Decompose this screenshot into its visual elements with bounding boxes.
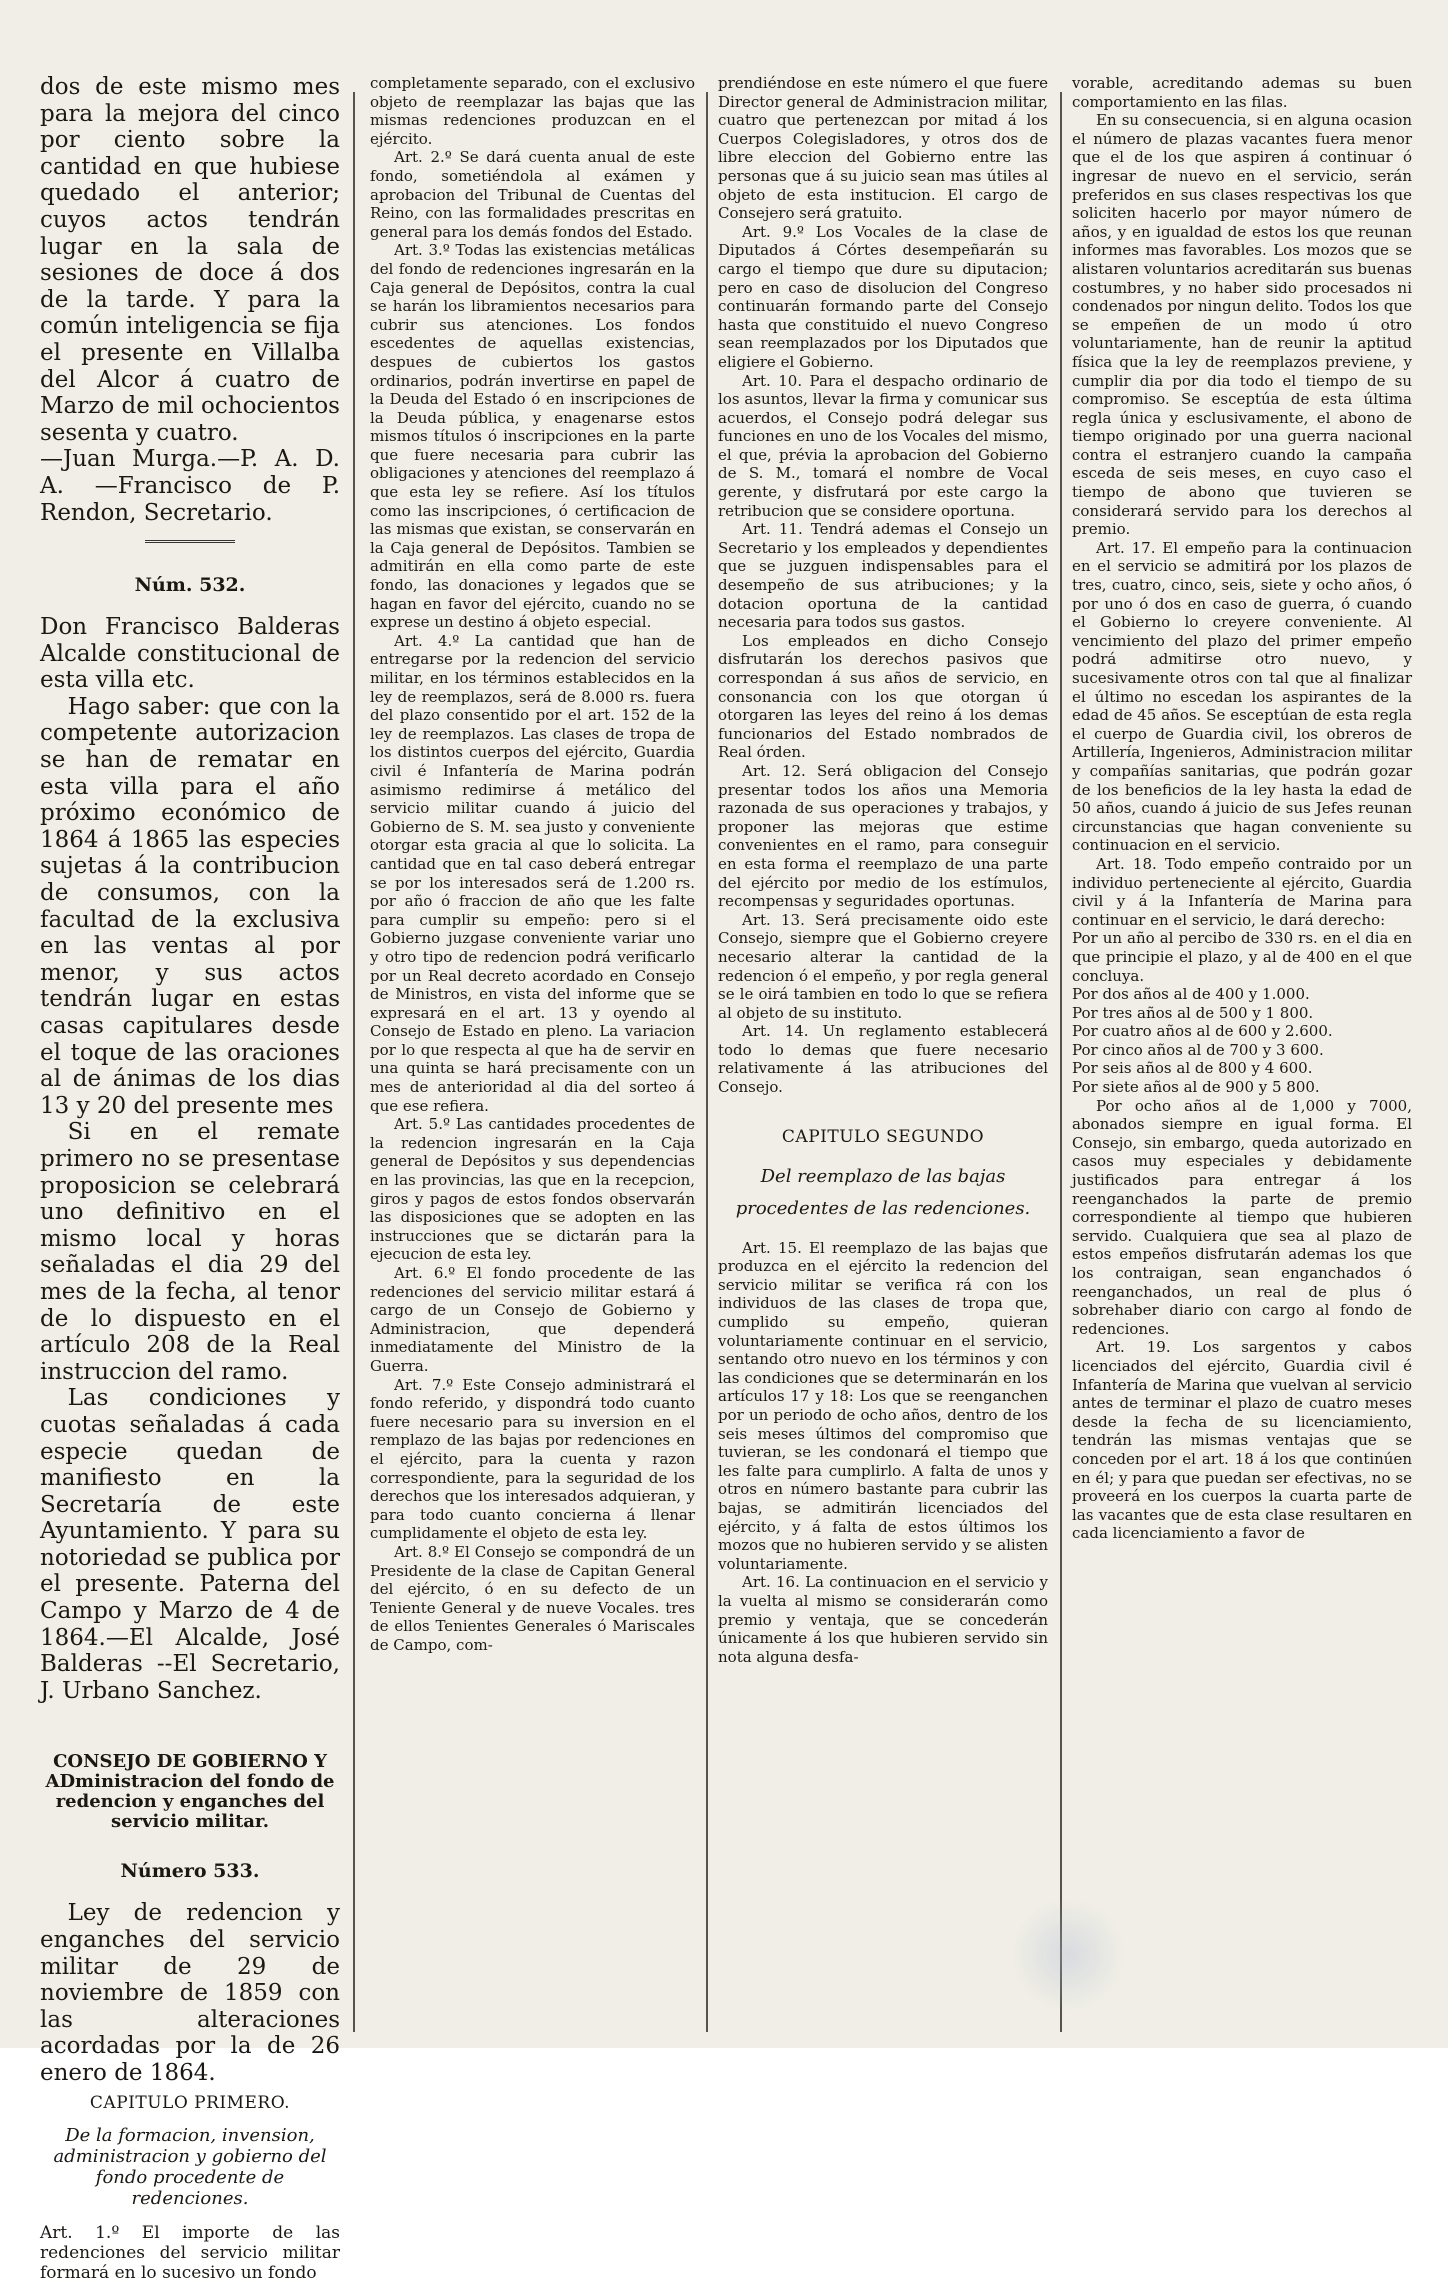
column-rule bbox=[353, 92, 355, 2032]
article-7: Art. 7.º Este Consejo administrará el fondo referido, y dispondrá todo cuanto fuere necesario para su inversion en el remplazo de las bajas por redenciones en el ejército, para la cuenta y razon correspondiente, para la seguridad de los derechos que los interesados adquieran, y para todo cuanto concierna á llenar cumplidamente el objeto de esta ley. bbox=[370, 1375, 695, 1543]
article-9: Art. 9.º Los Vocales de la clase de Diputados á Córtes desempeñarán su cargo el tiempo que dure su diputacion; pero en caso de disolucion del Congreso continuarán formando parte del Consejo hasta que constituido el nuevo Congreso sean reemplazados por los Diputados que eligiere el Gobierno. bbox=[718, 222, 1048, 371]
article-11: Art. 11. Tendrá ademas el Consejo un Secretario y los empleados y dependientes que se juzguen indispensables para el desempeño de sus atribuciones; y la dotacion oportuna de la cantidad necesaria para todos sus gastos. bbox=[718, 520, 1048, 632]
premium-scale-line: Por cinco años al de 700 y 3 600. bbox=[1072, 1040, 1324, 1059]
premium-scale-line: Por dos años al de 400 y 1.000. bbox=[1072, 985, 1310, 1004]
premium-scale-line: Por siete años al de 900 y 5 800. bbox=[1072, 1078, 1320, 1097]
council-heading: CONSEJO DE GOBIERNO Y ADministracion del fondo de redencion y enganches del servicio militar. bbox=[45, 1751, 335, 1833]
article-10: Art. 10. Para el despacho ordinario de los asuntos, llevar la firma y comunicar sus acuerdos, el Consejo podrá delegar sus funciones en uno de los Vocales del mismo, el que, prévia la aprobacion del Gobierno de S. M., tomará el nombre de Vocal gerente, y disfrutará por este cargo la retribucion que se considere oportuna. bbox=[718, 371, 1048, 520]
paragraph: En su consecuencia, si en alguna ocasion el número de plazas vacantes fuera menor que el de los que aspiren á continuar ó ingresar de nuevo en el servicio, serán preferidos en sus clases respectivas los que soliciten hacerlo por mayor número de años, y en igualdad de estos los que reunan informes mas favorables. Los mozos que se alistaren voluntarios acreditarán sus buenas costumbres, y no haber sido procesados ni condenados por ningun delito. Todos los que se empeñen de un modo ú otro voluntariamente, han de reunir la aptitud física que la ley de reemplazos previene, y cumplir dia por dia todo el tiempo de su compromiso. Se esceptúa de esta última regla única y esclusivamente, el abono de tiempo originado por una guerra nacional contra el estranjero cuando la campaña esceda de seis meses, en cuyo caso el tiempo de abono que tuvieren se considerará servido para los derechos al premio. bbox=[1072, 111, 1412, 539]
notice-number: Número 533. bbox=[120, 1860, 260, 1883]
premium-scale-intro: Por un año al percibo de 330 rs. en el dia en que principie el plazo, y al de 400 en el que concluya. bbox=[1072, 929, 1412, 985]
article-14: Art. 14. Un reglamento establecerá todo lo demas que fuere necesario relativamente á las atribuciones del Consejo. bbox=[718, 1022, 1048, 1097]
paragraph: Los empleados en dicho Consejo disfrutarán los derechos pasivos que correspondan á sus años de servicio, en consonancia con los que otorgan ú otorgaren las leyes del reino á los demas funcionarios del Estado nombrados de Real órden. bbox=[718, 631, 1048, 762]
chapter-heading: CAPITULO PRIMERO. bbox=[89, 2092, 291, 2113]
premium-scale-line: Por seis años al de 800 y 4 600. bbox=[1072, 1059, 1313, 1078]
column-2 bbox=[370, 74, 695, 2034]
column-rule bbox=[706, 92, 708, 2032]
paragraph: prendiéndose en este número el que fuere Director general de Administracion militar, cuatro que pertenezcan por mitad á los Cuerpos Colegisladores, y otros dos de libre eleccion del Gobierno entre las personas que á su juicio sean mas útiles al objeto de esta institucion. El cargo de Consejero será gratuito. bbox=[718, 74, 1048, 223]
paragraph: dos de este mismo mes para la mejora del cinco por ciento sobre la cantidad en que hubiese quedado el anterior; cuyos actos tendrán lugar en la sala de sesiones de doce á dos de la tarde. Y para la común inteligencia se fija el presente en Villalba del Alcor á cuatro de Marzo de mil ochocientos sesenta y cuatro. bbox=[40, 74, 340, 446]
article-18: Art. 18. Todo empeño contraido por un individuo perteneciente al ejército, Guardia civil y á la Infantería de Marina para continuar en el servicio, le dará derecho: bbox=[1072, 854, 1412, 929]
article-4: Art. 4.º La cantidad que han de entregarse por la redencion del servicio militar, en los términos establecidos en la ley de reemplazos, será de 8.000 rs. fuera del plazo consentido por el art. 152 de la ley de reemplazos. Las clases de tropa de los distintos cuerpos del ejército, Guardia civil é Infantería de Marina podrán asimismo redimirse á metálico del servicio militar cuando á juicio del Gobierno de S. M. sea justo y conveniente otorgar esta gracia al que lo solicita. La cantidad que en tal caso deberá entregar se por los interesados será de 1.200 rs. por año ó fraccion de año que les falte para cumplir su empeño: pero si el Gobierno juzgase conveniente variar uno y otro tipo de redencion podrá verificarlo por un Real decreto acordado en Consejo de Ministros, en vista del informe que se expresará en el art. 13 y oyendo al Consejo de Estado en pleno. La variacion por lo que respecta al que ha de servir en una quinta se hará precisamente con un mes de anterioridad al dia del sorteo á que ese refiera. bbox=[370, 631, 695, 1115]
paragraph: Hago saber: que con la competente autorizacion se han de rematar en esta villa para el año próximo económico de 1864 á 1865 las especies sujetas á la contribucion de consumos, con la facultad de la exclusiva en las ventas al por menor, y sus actos tendrán lugar en estas casas capitulares desde el toque de las oraciones al de ánimas de los dias 13 y 20 del presente mes bbox=[40, 693, 340, 1119]
column-1 bbox=[40, 74, 340, 2283]
article-13: Art. 13. Será precisamente oido este Consejo, siempre que el Gobierno creyere necesario alterar la cantidad de la redencion ó el empeño, y por regla general se le oirá tambien en todo lo que se refiera al objeto de su instituto. bbox=[718, 910, 1048, 1022]
paragraph: vorable, acreditando ademas su buen comportamiento en las filas. bbox=[1072, 74, 1412, 111]
column-4 bbox=[1072, 74, 1412, 2034]
notice-heading: Don Francisco Balderas Alcalde constitucional de esta villa etc. bbox=[40, 614, 340, 694]
article-5: Art. 5.º Las cantidades procedentes de la redencion ingresarán en la Caja general de Depósitos y sus dependencias en las provincias, las que en la recepcion, giros y pagos de estos fondos observarán las disposiciones que se adopten en las instrucciones que se dictarán para la ejecucion de esta ley. bbox=[370, 1115, 695, 1264]
article-17: Art. 17. El empeño para la continuacion en el servicio se admitirá por los plazos de tres, cuatro, cinco, seis, siete y ocho años, ó por uno ó dos en caso de guerra, ó cuando el Gobierno lo creyere conveniente. Al vencimiento del plazo del primer empeño podrá admitirse otro nuevo, y sucesivamente otros con tal que al finalizar el último no escedan los aspirantes de la edad de 45 años. Se esceptúan de esta regla el cuerpo de Guardia civil, los obreros de Artillería, Ingenieros, Administracion militar y compañías sanitarias, que podrán gozar de los beneficios de la ley hasta la edad de 50 años, cuando á juicio de sus Jefes reunan circunstancias que hagan conveniente su continuacion en el servicio. bbox=[1072, 538, 1412, 855]
paragraph: Art. 1.º El importe de las redenciones del servicio militar formará en lo sucesivo un fondo bbox=[40, 2222, 340, 2283]
premium-scale-line: Por tres años al de 500 y 1 800. bbox=[1072, 1003, 1314, 1022]
chapter-title: Del reemplazo de las bajas procedentes de las redenciones. bbox=[735, 1165, 1031, 1219]
notice-number: Núm. 532. bbox=[134, 574, 246, 597]
chapter-title: De la formacion, invension, administracion y gobierno del fondo procedente de redenciones. bbox=[53, 2124, 327, 2209]
premium-scale-line: Por cuatro años al de 600 y 2.600. bbox=[1072, 1022, 1333, 1041]
paragraph: completamente separado, con el exclusivo objeto de reemplazar las bajas que las mismas redenciones produzcan en el ejército. bbox=[370, 74, 695, 148]
paragraph: Las condiciones y cuotas señaladas á cada especie quedan de manifiesto en la Secretaría de este Ayuntamiento. Y para su notoriedad se publica por el presente. Paterna del Campo y Marzo de 4 de 1864.—El Alcalde, José Balderas --El Secretario, J. Urbano Sanchez. bbox=[40, 1385, 340, 1704]
column-rule bbox=[1060, 92, 1062, 2032]
article-19: Art. 19. Los sargentos y cabos licenciados del ejército, Guardia civil é Infantería de Marina que vuelvan al servicio antes de terminar el plazo de cuatro meses desde la fecha de su licenciamiento, tendrán las mismas ventajas que se conceden por el art. 18 á los que continúen en él; y para que puedan ser efectivas, no se proveerá en los cuerpos la cuarta parte de las vacantes que de esta clase resultaren en cada licenciamiento a favor de bbox=[1072, 1338, 1412, 1543]
signature-line: —Juan Murga.—P. A. D. A. —Francisco de P. Rendon, Secretario. bbox=[40, 446, 340, 526]
article-12: Art. 12. Será obligacion del Consejo presentar todos los años una Memoria razonada de sus operaciones y trabajos, y proponer las mejoras que estime convenientes en el ramo, para conseguir en esta forma el reemplazo de una parte del ejército por medio de los estímulos, recompensas y seguridades oportunas. bbox=[718, 761, 1048, 911]
article-3: Art. 3.º Todas las existencias metálicas del fondo de redenciones ingresarán en la Caja general de Depósitos, contra la cual se harán los libramientos necesarios para cubrir sus atenciones. Los fondos escedentes de aquellas existencias, despues de cubiertos los gastos ordinarios, podrán invertirse en papel de la Deuda del Estado ó en inscripciones de la Deuda pública, y enagenarse estos mismos títulos ó inscripciones en la parte que fuere necesaria para cubrir las obligaciones y atenciones del reemplazo á que esta ley se refiere. Así los títulos como las inscripciones, ó certificacion de las mismas que existan, se conservarán en la Caja general de Depósitos. Tambien se admitirán en ella como parte de este fondo, las donaciones y legados que se hagan en favor del ejército, cuando no se exprese un destino á objeto especial. bbox=[370, 241, 695, 632]
separator-rule bbox=[145, 540, 235, 546]
chapter-heading: CAPITULO SEGUNDO bbox=[781, 1126, 985, 1147]
article-15: Art. 15. El reemplazo de las bajas que produzca en el ejército la redencion del servicio militar se verifica rá con los individuos de las clases de tropa que, cumplido su empeño, quieran voluntariamente continuar en el servicio, sentando otro nuevo en los términos y con las condiciones que se determinarán en los artículos 17 y 18: Los que se reenganchen por un periodo de ocho años, dentro de los seis meses últimos del compromiso que tuvieran, se les condonará el tiempo que les falte para cumplirlo. A falta de unos y otros en número bastante para cubrir las bajas, se admitirán licenciados del ejército, y á falta de estos últimos los mozos que no hubieren servido y se alisten voluntariamente. bbox=[718, 1238, 1048, 1573]
article-2: Art. 2.º Se dará cuenta anual de este fondo, sometiéndola al exámen y aprobacion del Tribunal de Cuentas del Reino, con las formalidades prescritas en general para los demás fondos del Estado. bbox=[370, 148, 695, 241]
paragraph: Si en el remate primero no se presentase proposicion se celebrará uno definitivo en el mismo local y horas señaladas el dia 29 del mes de la fecha, al tenor de lo dispuesto en el artículo 208 de la Real instruccion del ramo. bbox=[40, 1119, 340, 1385]
article-16: Art. 16. La continuacion en el servicio y la vuelta al mismo se considerarán como premio y ventaja, que se concederán únicamente á los que hubieren servido sin nota alguna desfa- bbox=[718, 1573, 1048, 1666]
law-title: Ley de redencion y enganches del servicio militar de 29 de noviembre de 1859 con las alteraciones acordadas por la de 26 enero de 1864. bbox=[40, 1900, 340, 2086]
paragraph: Por ocho años al de 1,000 y 7000, abonados siempre en igual forma. El Consejo, sin embargo, queda autorizado en casos muy especiales y debidamente justificados para entregar á los reenganchados la parte de premio correspondiente al tiempo que hubieren servido. Cualquiera que sea al plazo de estos empeños disfrutarán ademas los que los contraigan, sean enganchados ó reenganchados, un real de plus ó sobrehaber diario con cargo al fondo de redenciones. bbox=[1072, 1096, 1412, 1338]
column-3 bbox=[718, 74, 1048, 2034]
article-8: Art. 8.º El Consejo se compondrá de un Presidente de la clase de Capitan General del ejército, ó en su defecto de un Teniente General y de nueve Vocales. tres de ellos Tenientes Generales ó Mariscales de Campo, com- bbox=[370, 1542, 695, 1654]
article-6: Art. 6.º El fondo procedente de las redenciones del servicio militar estará á cargo de un Consejo de Gobierno y Administracion, que dependerá inmediatamente del Ministro de la Guerra. bbox=[370, 1264, 695, 1375]
